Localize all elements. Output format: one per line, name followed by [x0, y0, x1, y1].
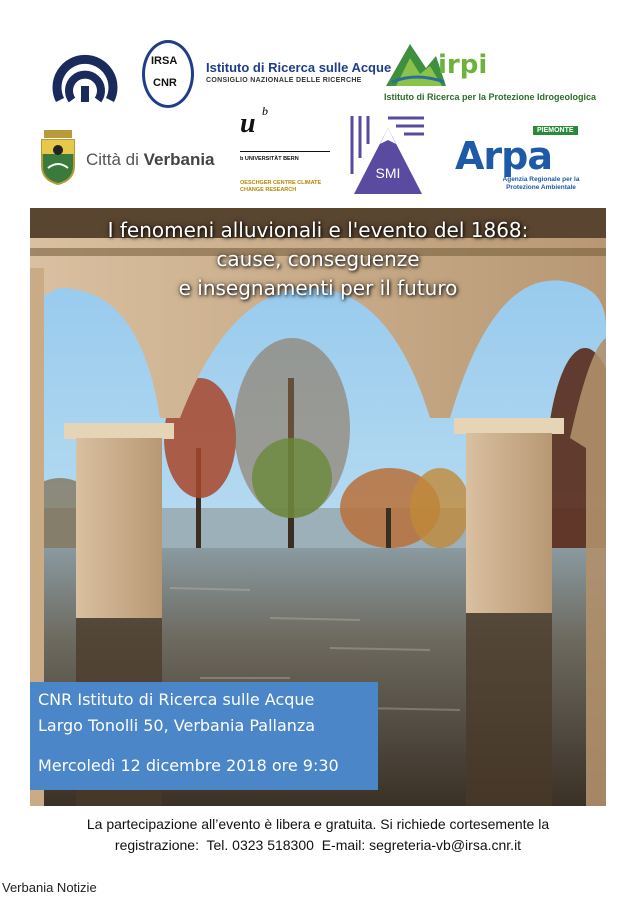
- verbania-prefix: Città di: [86, 150, 144, 169]
- event-info-box: [30, 682, 378, 790]
- arpa-wordmark: Arpa: [455, 134, 552, 178]
- irpi-mountain-icon: [386, 38, 446, 90]
- irsa-subtitle: CONSIGLIO NAZIONALE DELLE RICERCHE: [206, 77, 362, 84]
- verbania-crest-icon: [40, 128, 76, 186]
- arpa-subtitle: Agenzia Regionale per la Protezione Ambientale: [502, 176, 580, 191]
- event-title: [30, 216, 606, 303]
- registration-line2: registrazione: Tel. 0323 518300 E-mail: segreteria-vb@irsa.cnr.it: [114, 837, 522, 853]
- unibern-rule: [240, 151, 330, 152]
- unibern-logo: [240, 104, 335, 200]
- event-venue: CNR Istituto di Ricerca sulle Acque: [38, 690, 315, 709]
- irpi-wordmark: irpi: [438, 50, 488, 80]
- registration-note: [30, 814, 606, 856]
- arpa-logo: [455, 126, 590, 196]
- smi-label: SMI: [375, 165, 401, 181]
- verbania-wordmark: [86, 150, 215, 170]
- flood-photo: [30, 208, 606, 806]
- arpa-region: PIEMONTE: [533, 126, 578, 135]
- unibern-mark: u: [240, 108, 256, 139]
- irsa-tag: IRSA: [151, 55, 178, 67]
- unibern-sup: b: [262, 104, 268, 118]
- event-address: Largo Tonolli 50, Verbania Pallanza: [38, 716, 316, 735]
- registration-line1: La partecipazione all’evento è libera e gratuita. Si richiede cortesemente la: [86, 816, 550, 832]
- event-datetime: Mercoledì 12 dicembre 2018 ore 9:30: [38, 756, 339, 775]
- verbania-logo: [40, 128, 230, 188]
- irsa-cnr-tag: CNR: [153, 77, 177, 89]
- event-title-line3: e insegnamenti per il futuro: [178, 276, 458, 300]
- verbania-name: Verbania: [143, 150, 215, 169]
- unibern-university: b UNIVERSITÄT BERN: [240, 156, 299, 162]
- event-title-line1: I fenomeni alluvionali e l'evento del 1868:: [107, 218, 529, 242]
- unibern-center: OESCHGER CENTRE CLIMATE CHANGE RESEARCH: [240, 180, 322, 193]
- irsa-name: Istituto di Ricerca sulle Acque: [206, 60, 392, 75]
- event-title-line2: cause, conseguenze: [216, 247, 420, 271]
- cnr-logo-icon: [50, 42, 120, 112]
- irpi-logo: [380, 38, 597, 108]
- watermark: Verbania Notizie: [2, 880, 97, 895]
- smi-logo: [348, 114, 428, 196]
- irpi-subtitle: Istituto di Ricerca per la Protezione Idrogeologica: [384, 92, 597, 102]
- irsa-emblem-icon: [142, 40, 194, 108]
- irsa-cnr-logo: [142, 40, 392, 110]
